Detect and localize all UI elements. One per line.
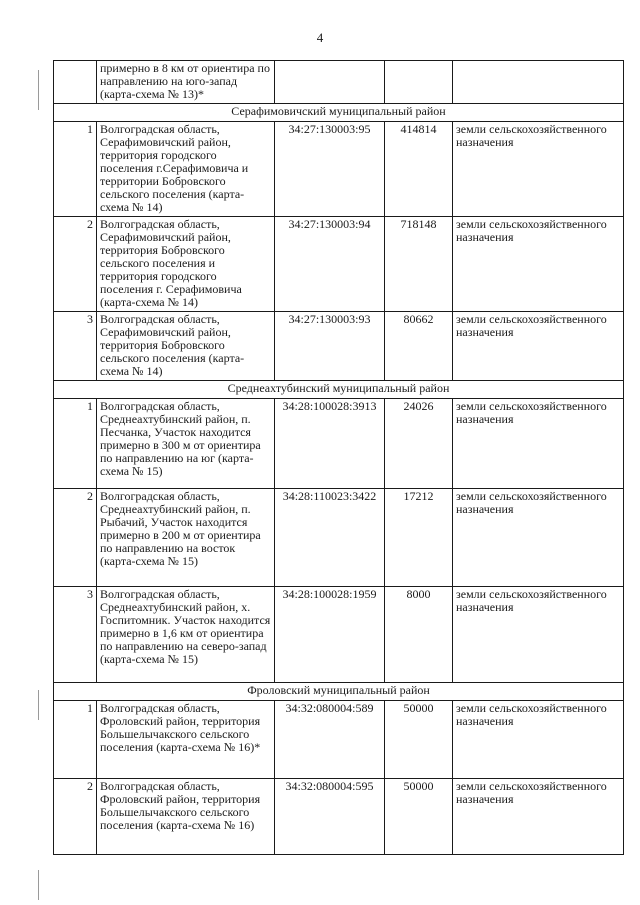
- cell-area: 17212: [385, 489, 453, 587]
- district-name: Серафимовичский муниципальный район: [54, 104, 624, 122]
- cell-location: примерно в 8 км от ориентира по направлению на юго-запад (карта-схема № 13)*: [97, 61, 275, 104]
- cell-number: 1: [54, 399, 97, 489]
- cell-area: [385, 61, 453, 104]
- cell-area: 50000: [385, 701, 453, 779]
- district-header-row: [54, 683, 624, 701]
- district-header-row: [54, 381, 624, 399]
- cell-area: 414814: [385, 122, 453, 217]
- cell-cadastral: 34:28:100028:1959: [275, 587, 385, 683]
- cell-cadastral: 34:28:100028:3913: [275, 399, 385, 489]
- page-number: 4: [316, 30, 324, 45]
- cell-number: 2: [54, 217, 97, 312]
- cell-cadastral: 34:27:130003:95: [275, 122, 385, 217]
- cell-cadastral: [275, 61, 385, 104]
- cell-category: земли сельскохозяйственного назначения: [453, 122, 624, 217]
- cell-location: Волгоградская область, Среднеахтубинский район, п. Рыбачий, Участок находится примерно в 200 м от ориентира по направлению на восток (карта-схема № 15): [97, 489, 275, 587]
- cell-cadastral: 34:27:130003:93: [275, 312, 385, 381]
- cell-location: Волгоградская область, Среднеахтубинский район, х. Госпитомник. Участок находится примерно в 1,6 км от ориентира по направлению на северо-запад (карта-схема № 15): [97, 587, 275, 683]
- cell-number: 3: [54, 312, 97, 381]
- binding-margin-line: [38, 690, 39, 720]
- cell-location: Волгоградская область, Среднеахтубинский район, п. Песчанка, Участок находится примерно в 300 м от ориентира по направлению на юг (карта-схема № 15): [97, 399, 275, 489]
- cell-number: 2: [54, 489, 97, 587]
- binding-margin-line: [38, 870, 39, 900]
- cell-category: земли сельскохозяйственного назначения: [453, 779, 624, 855]
- cell-category: земли сельскохозяйственного назначения: [453, 701, 624, 779]
- cell-cadastral: 34:32:080004:595: [275, 779, 385, 855]
- table-row: [54, 489, 624, 587]
- cell-area: 50000: [385, 779, 453, 855]
- cell-cadastral: 34:27:130003:94: [275, 217, 385, 312]
- table-row: [54, 701, 624, 779]
- table-row: [54, 779, 624, 855]
- cell-number: 1: [54, 701, 97, 779]
- cell-location: Волгоградская область, Серафимовичский район, территория городского поселения г.Серафимовича и территории Бобровского сельского поселения (карта-схема № 14): [97, 122, 275, 217]
- cell-location: Волгоградская область, Серафимовичский район, территория Бобровского сельского поселения (карта-схема № 14): [97, 312, 275, 381]
- table-row: [54, 217, 624, 312]
- cell-category: земли сельскохозяйственного назначения: [453, 217, 624, 312]
- cell-area: 24026: [385, 399, 453, 489]
- table-row: [54, 122, 624, 217]
- cell-area: 80662: [385, 312, 453, 381]
- district-name: Фроловский муниципальный район: [54, 683, 624, 701]
- cell-cadastral: 34:32:080004:589: [275, 701, 385, 779]
- cell-category: земли сельскохозяйственного назначения: [453, 587, 624, 683]
- cell-area: 718148: [385, 217, 453, 312]
- table-row: [54, 587, 624, 683]
- binding-margin-line: [38, 70, 39, 110]
- cell-number: 2: [54, 779, 97, 855]
- cell-number: 1: [54, 122, 97, 217]
- table-row: [54, 312, 624, 381]
- cell-category: [453, 61, 624, 104]
- land-plots-table: [53, 60, 624, 855]
- cell-area: 8000: [385, 587, 453, 683]
- cell-category: земли сельскохозяйственного назначения: [453, 489, 624, 587]
- table-row: [54, 399, 624, 489]
- cell-location: Волгоградская область, Фроловский район, территория Большелычакского сельского поселения (карта-схема № 16)*: [97, 701, 275, 779]
- cell-number: [54, 61, 97, 104]
- cell-location: Волгоградская область, Серафимовичский район, территория Бобровского сельского поселения и территория городского поселения г. Серафимовича (карта-схема № 14): [97, 217, 275, 312]
- cell-cadastral: 34:28:110023:3422: [275, 489, 385, 587]
- district-name: Среднеахтубинский муниципальный район: [54, 381, 624, 399]
- cell-number: 3: [54, 587, 97, 683]
- cell-category: земли сельскохозяйственного назначения: [453, 312, 624, 381]
- district-header-row: [54, 104, 624, 122]
- cell-location: Волгоградская область, Фроловский район, территория Большелычакского сельского поселения (карта-схема № 16): [97, 779, 275, 855]
- continuation-row: [54, 61, 624, 104]
- cell-category: земли сельскохозяйственного назначения: [453, 399, 624, 489]
